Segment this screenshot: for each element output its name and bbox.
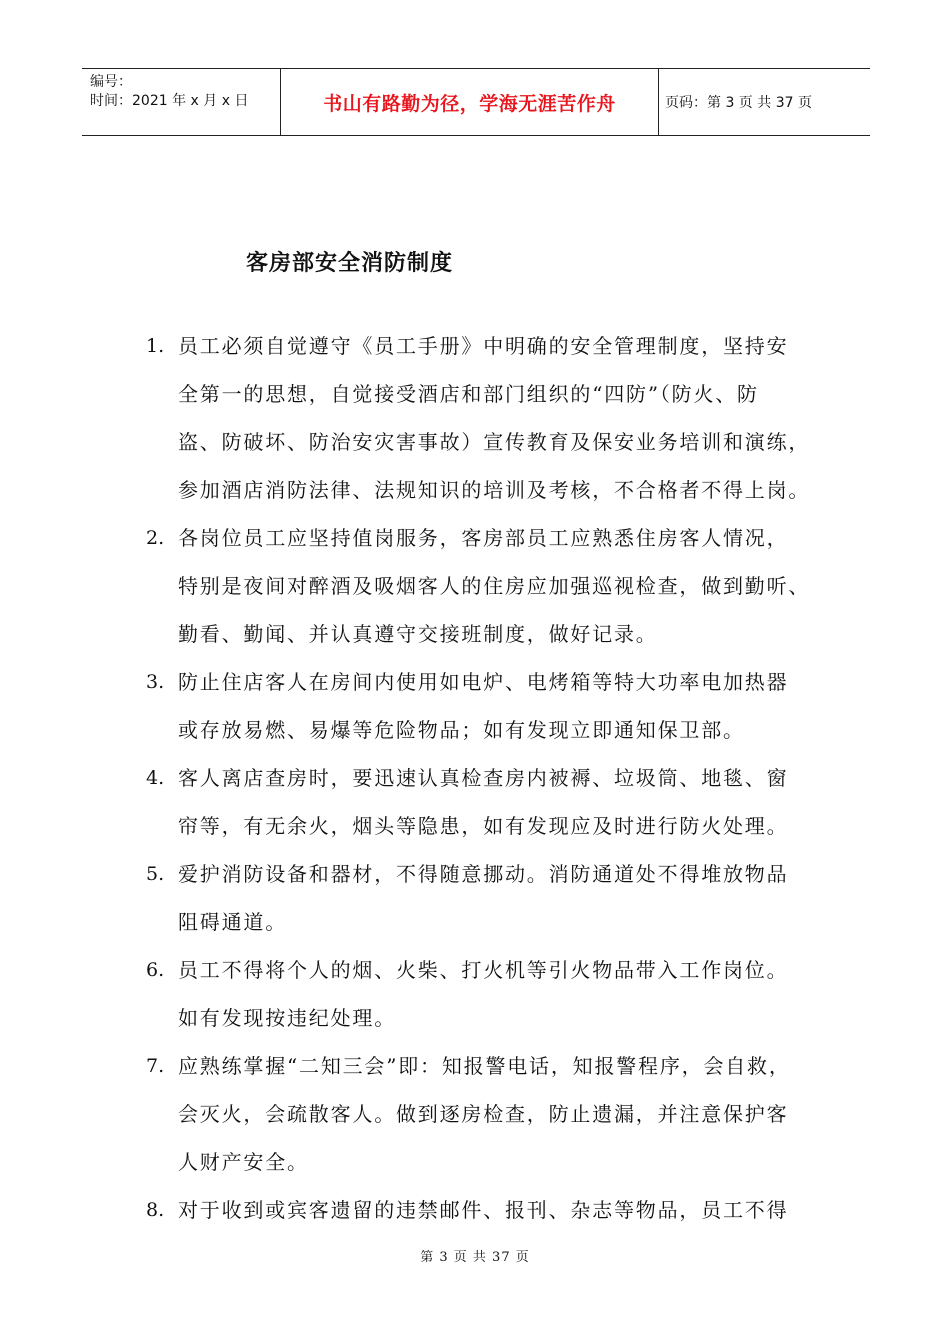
header-meta (82, 69, 281, 135)
list-item (0, 514, 950, 658)
item-line: 阻碍通道。 (178, 910, 287, 934)
header-motto: 书山有路勤为径，学海无涯苦作舟 (281, 69, 659, 135)
item-line: 盗、防破坏、防治安灾害事故）宣传教育及保安业务培训和演练， (178, 430, 811, 454)
page-footer: 第 3 页 共 37 页 (420, 1250, 530, 1265)
item-line: 会灭火，会疏散客人。做到逐房检查，防止遗漏，并注意保护客 (178, 1102, 789, 1126)
item-line: 对于收到或宾客遗留的违禁邮件、报刊、杂志等物品，员工不得 (178, 1198, 789, 1222)
item-line: 参加酒店消防法律、法规知识的培训及考核，不合格者不得上岗。 (178, 478, 811, 502)
item-line: 特别是夜间对醉酒及吸烟客人的住房应加强巡视检查，做到勤听、 (178, 574, 811, 598)
item-number: 8. (146, 1199, 165, 1221)
page-header (82, 68, 870, 136)
item-number: 5. (146, 863, 165, 885)
rules-list (0, 322, 950, 1234)
list-item (0, 754, 950, 850)
document-number: 编号： (90, 74, 132, 90)
item-line: 应熟练掌握“二知三会”即：知报警电话，知报警程序，会自救， (178, 1054, 791, 1078)
item-line: 全第一的思想，自觉接受酒店和部门组织的“四防”（防火、防 (178, 382, 759, 406)
list-item (0, 658, 950, 754)
list-item (0, 322, 950, 514)
item-line: 人财产安全。 (178, 1150, 309, 1174)
list-item (0, 850, 950, 946)
item-line: 如有发现按违纪处理。 (178, 1006, 396, 1030)
item-number: 6. (146, 959, 165, 981)
header-page-info: 页码：第 3 页 共 37 页 (665, 95, 812, 111)
list-item (0, 1186, 950, 1234)
item-line: 或存放易燃、易爆等危险物品；如有发现立即通知保卫部。 (178, 718, 745, 742)
item-number: 3. (146, 671, 165, 693)
item-line: 员工必须自觉遵守《员工手册》中明确的安全管理制度，坚持安 (178, 334, 789, 358)
item-number: 4. (146, 767, 165, 789)
item-number: 7. (146, 1055, 165, 1077)
item-number: 2. (146, 527, 165, 549)
item-line: 客人离店查房时，要迅速认真检查房内被褥、垃圾筒、地毯、窗 (178, 766, 789, 790)
item-line: 防止住店客人在房间内使用如电炉、电烤箱等特大功率电加热器 (178, 670, 789, 694)
item-line: 勤看、勤闻、并认真遵守交接班制度，做好记录。 (178, 622, 658, 646)
list-item (0, 1042, 950, 1186)
item-number: 1. (146, 335, 165, 357)
list-item (0, 946, 950, 1042)
item-line: 各岗位员工应坚持值岗服务，客房部员工应熟悉住房客人情况， (178, 526, 789, 550)
document-date: 时间：2021 年 x 月 x 日 (90, 93, 249, 109)
item-line: 爱护消防设备和器材，不得随意挪动。消防通道处不得堆放物品 (178, 862, 789, 886)
item-line: 帘等，有无余火，烟头等隐患，如有发现应及时进行防火处理。 (178, 814, 789, 838)
item-line: 员工不得将个人的烟、火柴、打火机等引火物品带入工作岗位。 (178, 958, 789, 982)
document-title: 客房部安全消防制度 (246, 251, 454, 276)
